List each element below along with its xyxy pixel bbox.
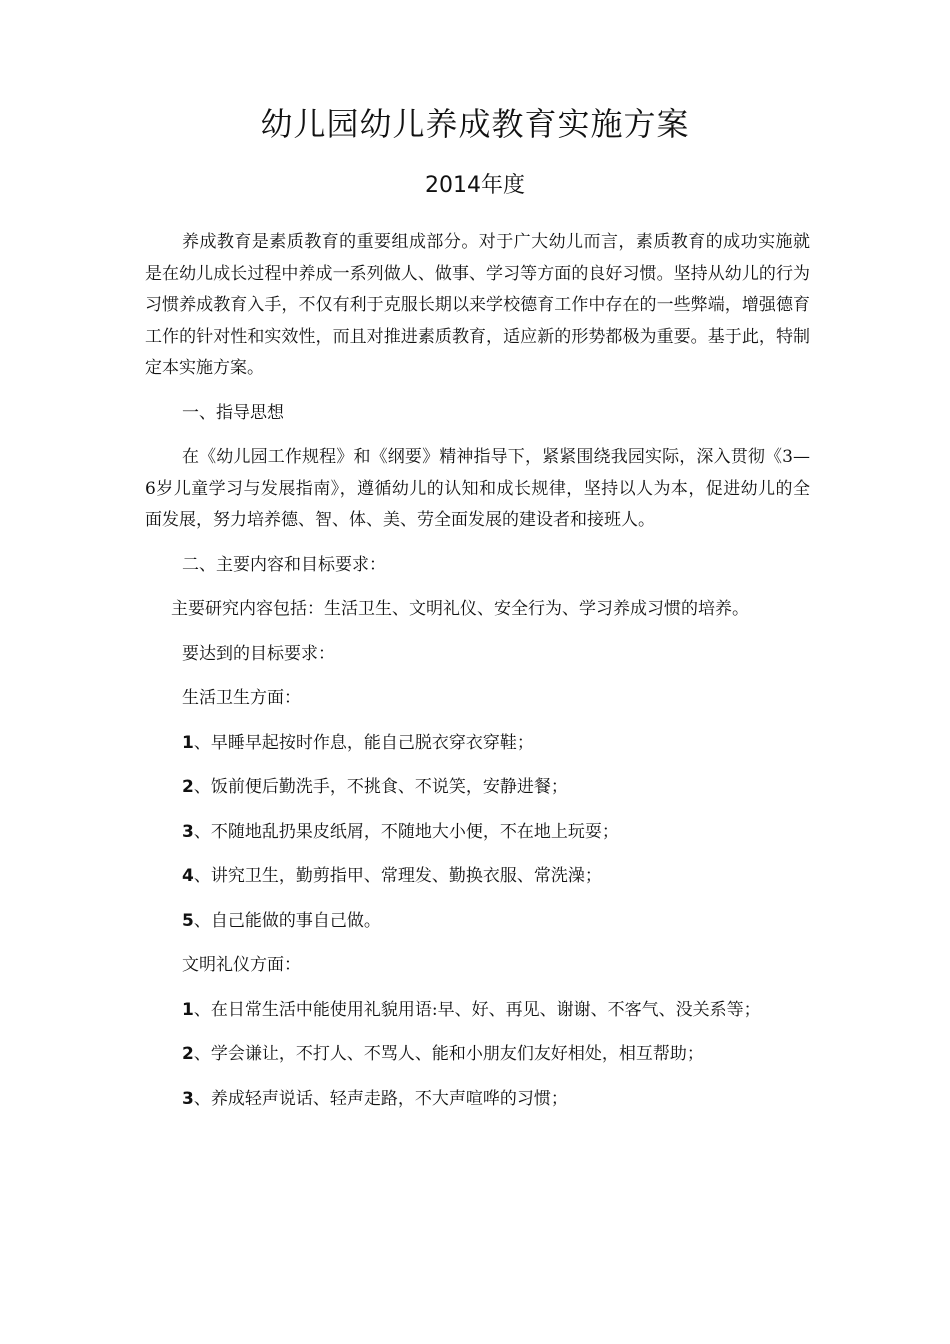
list-item-text: 、饭前便后勤洗手，不挑食、不说笑，安静进餐； (193, 777, 568, 797)
hygiene-heading: 生活卫生方面： (182, 688, 301, 708)
etiquette-heading: 文明礼仪方面： (182, 955, 301, 975)
list-item (145, 995, 810, 1027)
goals-heading: 要达到的目标要求： (182, 643, 335, 664)
section-2-heading: 二、主要内容和目标要求： (182, 554, 386, 575)
list-item (145, 728, 810, 760)
list-item-text: 、养成轻声说话、轻声走路，不大声喧哗的习惯； (193, 1088, 568, 1109)
list-item (145, 1084, 810, 1116)
list-item-number: 3 (182, 821, 194, 842)
list-item-number: 4 (182, 866, 194, 886)
list-item (145, 817, 810, 849)
intro-paragraph: 养成教育是素质教育的重要组成部分。对于广大幼儿而言，素质教育的成功实施就是在幼儿成长过程中养成一系列做人、做事、学习等方面的良好习惯。坚持从幼儿的行为习惯养成教育入手，不仅有利于克服长期以来学校德育工作中存在的一些弊端，增强德育工作的针对性和实效性，而且对推进素质教育，适应新的形势都极为重要。基于此，特制定本实施方案。 (145, 232, 810, 378)
list-item-number: 3 (182, 1088, 194, 1109)
list-item (145, 906, 810, 938)
document-subtitle: 2014年度 (425, 173, 525, 198)
document-body (145, 227, 810, 1128)
list-item (145, 861, 810, 893)
list-item-text: 、学会谦让，不打人、不骂人、能和小朋友们友好相处，相互帮助； (193, 1044, 704, 1064)
list-item-text: 、早睡早起按时作息，能自己脱衣穿衣穿鞋； (193, 732, 534, 753)
list-item-text: 、讲究卫生，勤剪指甲、常理发、勤换衣服、常洗澡； (193, 866, 602, 886)
list-item (145, 1039, 810, 1071)
list-item-number: 2 (182, 777, 194, 797)
list-item-text: 、不随地乱扔果皮纸屑，不随地大小便，不在地上玩耍； (193, 821, 619, 842)
section-1-heading: 一、指导思想 (182, 402, 284, 423)
list-item-number: 2 (182, 1044, 194, 1064)
document-title: 幼儿园幼儿养成教育实施方案 (260, 105, 690, 143)
list-item-number: 1 (182, 732, 194, 753)
section-1-body: 在《幼儿园工作规程》和《纲要》精神指导下，紧紧围绕我园实际，深入贯彻《3—6岁儿童学习与发展指南》，遵循幼儿的认知和成长规律，坚持以人为本，促进幼儿的全面发展，努力培养德、智、体、美、劳全面发展的建设者和接班人。 (145, 447, 810, 530)
list-item (145, 772, 810, 804)
list-item-text: 、在日常生活中能使用礼貌用语:早、好、再见、谢谢、不客气、没关系等； (193, 999, 761, 1020)
list-item-text: 、自己能做的事自己做。 (193, 910, 381, 931)
list-item-number: 1 (182, 999, 194, 1020)
section-2-content: 主要研究内容包括：生活卫生、文明礼仪、安全行为、学习养成习惯的培养。 (171, 599, 749, 619)
list-item-number: 5 (182, 910, 194, 931)
